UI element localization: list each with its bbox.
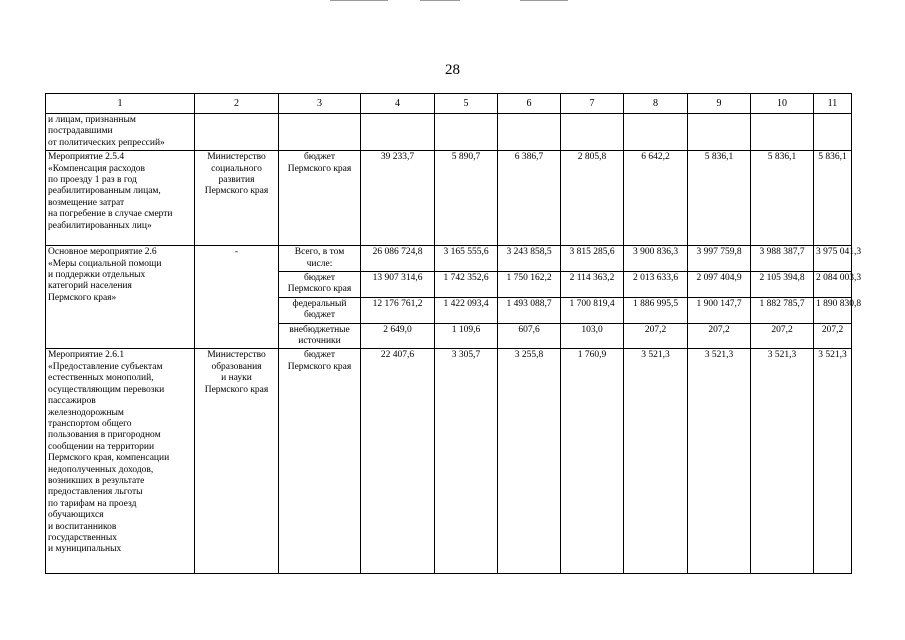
measure-name: и лицам, признанным пострадавшими от политических репрессий» (46, 114, 195, 151)
scan-edge-mark (330, 0, 388, 1)
funding-source: бюджет Пермского края (279, 151, 361, 246)
scan-edge-mark (420, 0, 460, 1)
column-header: 2 (195, 94, 279, 114)
value-cell: 1 750 162,2 (498, 272, 561, 298)
funding-source: бюджет Пермского края (279, 349, 361, 574)
value-cell: 3 815 285,6 (561, 246, 624, 272)
table-row (46, 114, 852, 151)
value-cell: 2 105 394,8 (751, 272, 814, 298)
header-row (46, 94, 852, 114)
column-header: 7 (561, 94, 624, 114)
column-header: 11 (814, 94, 852, 114)
column-header: 10 (751, 94, 814, 114)
funding-source: федеральный бюджет (279, 297, 361, 323)
empty-cell (688, 114, 751, 151)
value-cell: 3 988 387,7 (751, 246, 814, 272)
budget-table (45, 93, 862, 574)
funding-source: Всего, в том числе: (279, 246, 361, 272)
table-row (46, 151, 852, 246)
value-cell: 1 493 088,7 (498, 297, 561, 323)
value-cell: 2 649,0 (361, 323, 435, 349)
value-cell: 1 700 819,4 (561, 297, 624, 323)
value-cell: 3 165 555,6 (435, 246, 498, 272)
funding-source: внебюджетные источники (279, 323, 361, 349)
value-cell: 207,2 (688, 323, 751, 349)
value-cell: 607,6 (498, 323, 561, 349)
value-cell: 5 890,7 (435, 151, 498, 246)
column-header: 9 (688, 94, 751, 114)
measure-name: Основное мероприятие 2.6 «Меры социальной помощи и поддержки отдельных категорий населения Пермского края» (46, 246, 195, 349)
empty-cell (561, 114, 624, 151)
value-cell: 3 975 041,3 (814, 246, 852, 272)
value-cell: 1 886 995,5 (624, 297, 688, 323)
value-cell: 103,0 (561, 323, 624, 349)
value-cell: 2 097 404,9 (688, 272, 751, 298)
value-cell: 1 422 093,4 (435, 297, 498, 323)
value-cell: 26 086 724,8 (361, 246, 435, 272)
value-cell: 1 900 147,7 (688, 297, 751, 323)
empty-cell (814, 114, 852, 151)
value-cell: 1 109,6 (435, 323, 498, 349)
column-header: 5 (435, 94, 498, 114)
value-cell: 2 084 003,3 (814, 272, 852, 298)
column-header: 1 (46, 94, 195, 114)
empty-cell (498, 114, 561, 151)
value-cell: 6 642,2 (624, 151, 688, 246)
measure-name: Мероприятие 2.5.4 «Компенсация расходов по проезду 1 раз в год реабилитированным лицам, возмещение затрат на погребение в случае смерти реабилитированных лиц» (46, 151, 195, 246)
empty-cell (751, 114, 814, 151)
value-cell: 1 882 785,7 (751, 297, 814, 323)
column-header: 3 (279, 94, 361, 114)
table-row (46, 246, 852, 272)
column-header: 4 (361, 94, 435, 114)
value-cell: 1 890 830,8 (814, 297, 852, 323)
value-cell: 207,2 (814, 323, 852, 349)
value-cell: 12 176 761,2 (361, 297, 435, 323)
value-cell: 1 742 352,6 (435, 272, 498, 298)
executor-cell: - (195, 246, 279, 349)
column-header: 8 (624, 94, 688, 114)
value-cell: 207,2 (624, 323, 688, 349)
value-cell: 3 255,8 (498, 349, 561, 574)
value-cell: 3 305,7 (435, 349, 498, 574)
table-row (46, 349, 852, 574)
page-number: 28 (445, 62, 460, 78)
value-cell: 5 836,1 (814, 151, 852, 246)
empty-cell (361, 114, 435, 151)
funding-source: бюджет Пермского края (279, 272, 361, 298)
value-cell: 2 114 363,2 (561, 272, 624, 298)
value-cell: 3 997 759,8 (688, 246, 751, 272)
value-cell: 3 243 858,5 (498, 246, 561, 272)
value-cell: 3 521,3 (624, 349, 688, 574)
value-cell: 5 836,1 (751, 151, 814, 246)
executor-cell: Министерство образования и науки Пермского края (195, 349, 279, 574)
value-cell: 22 407,6 (361, 349, 435, 574)
value-cell: 1 760,9 (561, 349, 624, 574)
value-cell: 3 900 836,3 (624, 246, 688, 272)
empty-cell (624, 114, 688, 151)
value-cell: 3 521,3 (751, 349, 814, 574)
value-cell: 13 907 314,6 (361, 272, 435, 298)
column-header: 6 (498, 94, 561, 114)
empty-cell (279, 114, 361, 151)
value-cell: 39 233,7 (361, 151, 435, 246)
empty-cell (435, 114, 498, 151)
value-cell: 5 836,1 (688, 151, 751, 246)
value-cell: 6 386,7 (498, 151, 561, 246)
value-cell: 3 521,3 (688, 349, 751, 574)
executor-cell: Министерство социального развития Пермского края (195, 151, 279, 246)
scan-edge-mark (520, 0, 568, 1)
value-cell: 3 521,3 (814, 349, 852, 574)
value-cell: 2 805,8 (561, 151, 624, 246)
measure-name: Мероприятие 2.6.1 «Предоставление субъектам естественных монополий, осуществляющим перевозки пассажиров железнодорожным транспортом общего пользования в пригородном сообщении на территории Пермского края, компенсации недополученных доходов, возникших в результате предоставления льготы по тарифам на проезд обучающихся и воспитанников государственных и муниципальных (46, 349, 195, 574)
empty-cell (195, 114, 279, 151)
value-cell: 2 013 633,6 (624, 272, 688, 298)
value-cell: 207,2 (751, 323, 814, 349)
